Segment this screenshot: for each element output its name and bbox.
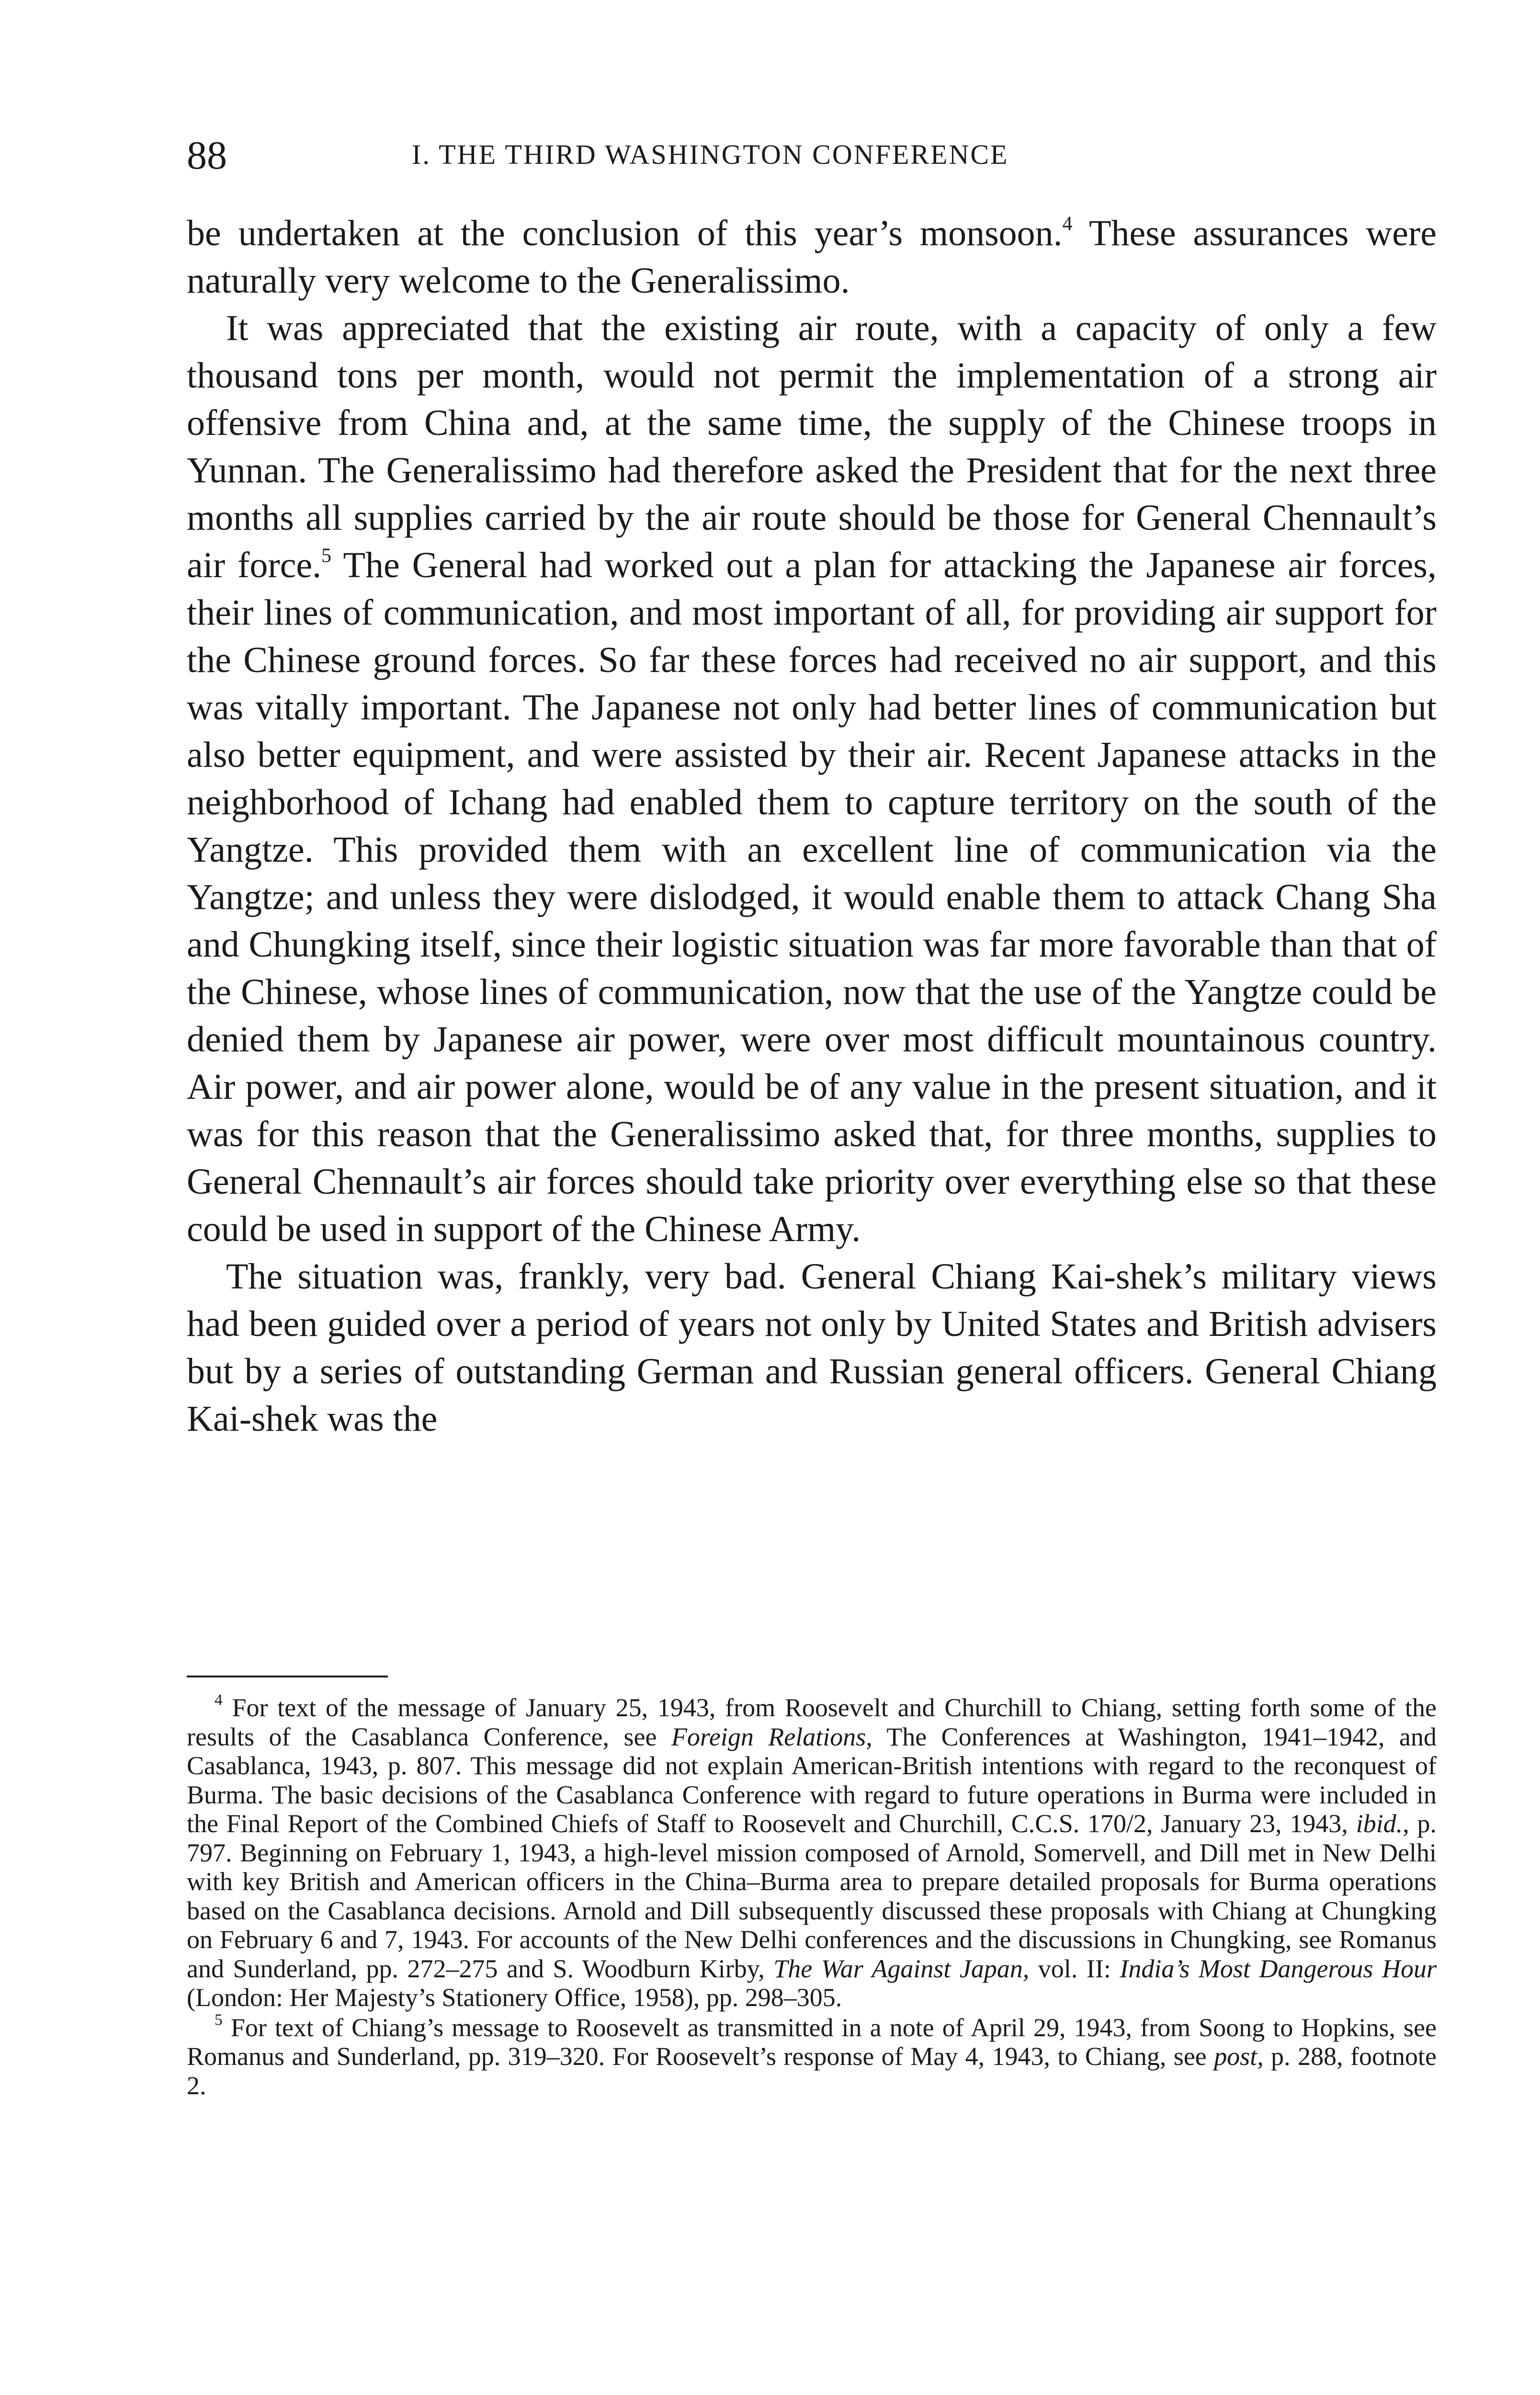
footnote-4 [187, 1693, 1437, 2012]
paragraph-2-tail: The General had worked out a plan for attacking the Japanese air forces, their lines of communication, and most important of all, for providing air support for the Chinese ground forces. So far these forces had received no air support, and this was vitally important. The Japanese not only had better lines of communication but also better equipment, and were assisted by their air. Recent Japanese attacks in the neighborhood of Ichang had enabled them to capture territory on the south of the Yangtze. This provided them with an excellent line of communication via the Yangtze; and unless they were dislodged, it would enable them to attack Chang Sha and Chungking itself, since their logistic situation was far more favorable than that of the Chinese, whose lines of communication, now that the use of the Yangtze could be denied them by Japanese air power, were over most difficult mountainous country. Air power, and air power alone, would be of any value in the present situation, and it was for this reason that the Generalissimo asked that, for three months, supplies to General Chennault’s air forces should take priority over everything else so that these could be used in support of the Chinese Army. [187, 545, 1437, 1249]
footnote-4-seg3: , p. 797. Beginning on February 1, 1943, a high-level mission composed of Arnold, Somervell, and Dill met in New Delhi with key British and American officers in the China–Burma area to prepare detailed proposals for Burma operations based on the Casablanca decisions. Arnold and Dill subsequently discussed these proposals with Chiang at Chungking on February 6 and 7, 1943. For accounts of the New Delhi conferences and the discussions in Chungking, see Romanus and Sunderland, pp. 272–275 and S. Woodburn Kirby, [187, 1809, 1437, 1983]
footnote-4-ital3: The War Against Japan, [773, 1954, 1030, 1983]
page-number: 88 [187, 133, 227, 178]
footnote-5-marker: 5 [215, 2011, 223, 2029]
footnote-5-ital1: post, [1214, 2042, 1264, 2071]
footnote-4-ital2: ibid. [1356, 1809, 1403, 1838]
footnote-5-seg2: p. 288, footnote 2. [187, 2042, 1437, 2100]
footnote-ref-5: 5 [321, 545, 332, 567]
paragraph-1-tail: These assurances were naturally very welcome to the Generalissimo. [187, 213, 1437, 301]
running-head [187, 129, 1451, 182]
paragraph-1-text: be undertaken at the conclusion of this year’s monsoon. [187, 213, 1063, 253]
paragraph-1 [187, 210, 1437, 305]
paragraph-2-text: It was appreciated that the existing air route, with a capacity of only a few thousand tons per month, would not permit the implementation of a strong air offensive from China and, at the same time, the supply of the Chinese troops in Yunnan. The Generalissimo had therefore asked the President that for the next three months all supplies carried by the air route should be those for General Chennault’s air force. [187, 308, 1437, 585]
footnote-ref-4: 4 [1062, 213, 1073, 235]
footnote-5-seg1: For text of Chiang’s message to Roosevelt as transmitted in a note of April 29, 1943, from Soong to Hopkins, see Romanus and Sunderland, pp. 319–320. For Roosevelt’s response of May 4, 1943, to Chiang, see [187, 2013, 1437, 2071]
paragraph-2 [187, 305, 1437, 1253]
footnote-4-ital4: India’s Most Dangerous Hour [1120, 1954, 1437, 1983]
footnote-5 [187, 2013, 1437, 2100]
footnote-4-seg2: The Conferences at Washington, 1941–1942, and Casablanca, 1943, p. 807. This message did not explain American-British intentions with regard to the reconquest of Burma. The basic decisions of the Casablanca Conference with regard to future operations in Burma were included in the Final Report of the Combined Chiefs of Staff to Roosevelt and Churchill, C.C.S. 170/2, January 23, 1943, [187, 1722, 1437, 1838]
footnote-4-seg1: For text of the message of January 25, 1943, from Roosevelt and Churchill to Chiang, setting forth some of the results of the Casablanca Conference, see [187, 1693, 1437, 1751]
footnote-4-seg4: vol. [1029, 1954, 1087, 1983]
footnote-divider [187, 1676, 388, 1677]
running-title: I. THE THIRD WASHINGTON CONFERENCE [412, 139, 1009, 170]
body-text [187, 210, 1437, 1443]
paragraph-3-text: The situation was, frankly, very bad. General Chiang Kai-shek’s military views had been guided over a period of years not only by United States and British advisers but by a series of outstanding German and Russian general officers. General Chiang Kai-shek was the [187, 1256, 1437, 1439]
footnote-4-seg5: : [1103, 1954, 1120, 1983]
paragraph-3 [187, 1253, 1437, 1443]
footnotes [187, 1693, 1437, 2100]
footnote-4-seg6: (London: Her Majesty’s Stationery Office, 1958), pp. 298–305. [187, 1983, 842, 2012]
footnote-4-ital1: Foreign Relations, [671, 1722, 872, 1751]
footnote-4-volume: II [1086, 1954, 1104, 1983]
footnote-4-marker: 4 [215, 1691, 223, 1709]
